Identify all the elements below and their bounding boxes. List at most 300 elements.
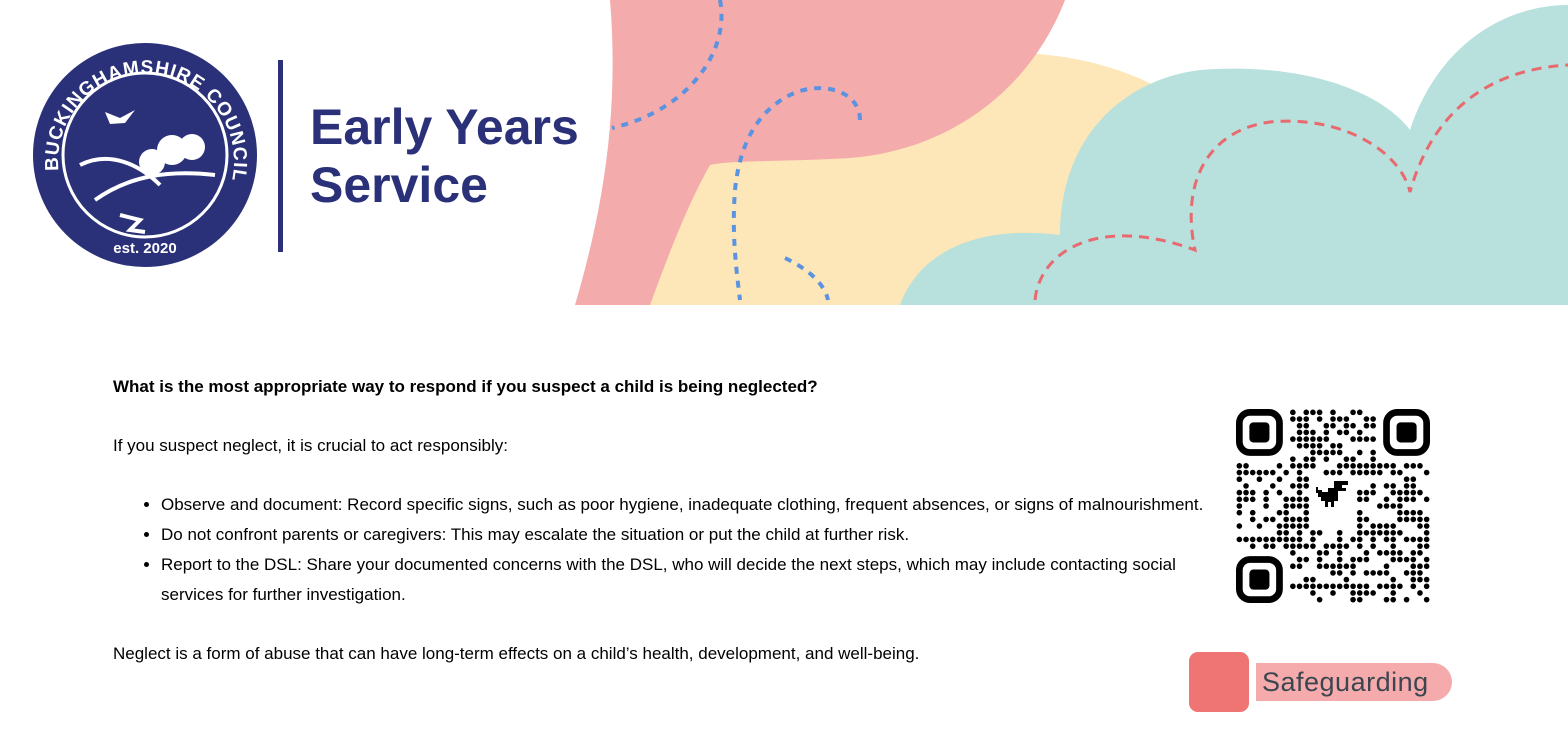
dinosaur-icon <box>1316 481 1348 507</box>
qr-dot <box>1310 590 1316 596</box>
qr-dot <box>1404 537 1410 543</box>
qr-dot <box>1317 416 1323 422</box>
qr-dot <box>1297 476 1303 482</box>
qr-dot <box>1310 583 1316 589</box>
qr-dot <box>1404 510 1410 516</box>
qr-dot <box>1370 490 1376 496</box>
qr-dot <box>1337 537 1343 543</box>
qr-dot <box>1310 543 1316 549</box>
qr-dot <box>1370 463 1376 469</box>
qr-dot <box>1263 503 1269 509</box>
qr-dot <box>1330 416 1336 422</box>
qr-dot <box>1384 537 1390 543</box>
qr-dot <box>1330 443 1336 449</box>
qr-dot <box>1410 497 1416 503</box>
qr-dot <box>1397 583 1403 589</box>
qr-dot <box>1384 550 1390 556</box>
qr-dot <box>1410 570 1416 576</box>
qr-dot <box>1377 570 1383 576</box>
qr-dot <box>1270 517 1276 523</box>
qr-dot <box>1237 476 1243 482</box>
qr-dot <box>1330 450 1336 456</box>
qr-dot <box>1424 470 1430 476</box>
qr-dot <box>1350 590 1356 596</box>
qr-dot <box>1397 517 1403 523</box>
qr-dot <box>1277 463 1283 469</box>
qr-dot <box>1243 483 1249 489</box>
qr-dot <box>1317 450 1323 456</box>
qr-dot <box>1417 523 1423 529</box>
badge-label: Safeguarding <box>1256 663 1452 701</box>
qr-dot <box>1390 503 1396 509</box>
qr-dot <box>1390 537 1396 543</box>
qr-dot <box>1303 436 1309 442</box>
qr-dot <box>1397 510 1403 516</box>
qr-dot <box>1410 490 1416 496</box>
qr-dot <box>1397 550 1403 556</box>
qr-finder-center <box>1249 570 1269 590</box>
qr-dot <box>1330 470 1336 476</box>
qr-dot <box>1410 563 1416 569</box>
qr-dot <box>1257 523 1263 529</box>
qr-dot <box>1290 563 1296 569</box>
qr-dot <box>1297 490 1303 496</box>
qr-dot <box>1357 517 1363 523</box>
qr-dot <box>1317 557 1323 563</box>
qr-dot <box>1350 423 1356 429</box>
badge-square <box>1189 652 1249 712</box>
qr-dot <box>1263 490 1269 496</box>
qr-dot <box>1290 517 1296 523</box>
qr-dot <box>1370 590 1376 596</box>
qr-dot <box>1303 430 1309 436</box>
qr-dot <box>1324 470 1330 476</box>
qr-dot <box>1357 410 1363 416</box>
qr-dot <box>1283 497 1289 503</box>
qr-dot <box>1384 530 1390 536</box>
list-item: • Do not confront parents or caregivers: This may escalate the situation or put the child at further risk. <box>161 520 1213 550</box>
qr-dot <box>1250 517 1256 523</box>
qr-dot <box>1364 436 1370 442</box>
qr-dot <box>1357 450 1363 456</box>
qr-dot <box>1417 463 1423 469</box>
qr-dot <box>1384 523 1390 529</box>
qr-dot <box>1303 483 1309 489</box>
qr-dot <box>1357 557 1363 563</box>
qr-dot <box>1417 537 1423 543</box>
qr-dot <box>1303 543 1309 549</box>
qr-dot <box>1337 450 1343 456</box>
qr-dot <box>1390 490 1396 496</box>
qr-dot <box>1337 570 1343 576</box>
qr-dot <box>1337 470 1343 476</box>
qr-dot <box>1390 583 1396 589</box>
document-body <box>113 372 1213 698</box>
qr-dot <box>1357 463 1363 469</box>
qr-dot <box>1384 483 1390 489</box>
qr-dot <box>1410 510 1416 516</box>
qr-dot <box>1283 503 1289 509</box>
qr-dot <box>1250 490 1256 496</box>
qr-dot <box>1324 543 1330 549</box>
qr-dot <box>1384 597 1390 603</box>
qr-dot <box>1357 530 1363 536</box>
bullet-list <box>113 490 1213 610</box>
qr-dot <box>1317 436 1323 442</box>
qr-dot <box>1364 550 1370 556</box>
qr-dot <box>1350 570 1356 576</box>
qr-dot <box>1357 583 1363 589</box>
qr-dot <box>1297 423 1303 429</box>
qr-dot <box>1324 456 1330 462</box>
qr-dot <box>1364 416 1370 422</box>
qr-dot <box>1390 523 1396 529</box>
qr-dot <box>1330 570 1336 576</box>
qr-dot <box>1297 530 1303 536</box>
qr-dot <box>1410 583 1416 589</box>
qr-dot <box>1310 537 1316 543</box>
qr-dot <box>1390 463 1396 469</box>
qr-dot <box>1310 463 1316 469</box>
qr-dot <box>1297 517 1303 523</box>
qr-dot <box>1337 416 1343 422</box>
qr-dot <box>1364 470 1370 476</box>
qr-dot <box>1364 590 1370 596</box>
qr-dot <box>1410 550 1416 556</box>
qr-dot <box>1237 463 1243 469</box>
header-banner <box>0 0 1568 305</box>
qr-dot <box>1290 550 1296 556</box>
council-logo <box>33 43 257 267</box>
qr-dot <box>1317 550 1323 556</box>
qr-dot <box>1350 557 1356 563</box>
qr-dot <box>1330 563 1336 569</box>
qr-dot <box>1290 543 1296 549</box>
qr-dot <box>1337 550 1343 556</box>
qr-dot <box>1303 497 1309 503</box>
qr-dot <box>1404 476 1410 482</box>
qr-dot <box>1370 450 1376 456</box>
qr-dot <box>1310 410 1316 416</box>
qr-dot <box>1297 583 1303 589</box>
qr-dot <box>1303 410 1309 416</box>
qr-dot <box>1344 423 1350 429</box>
qr-dot <box>1324 583 1330 589</box>
qr-dot <box>1324 450 1330 456</box>
qr-dot <box>1283 510 1289 516</box>
intro-text: If you suspect neglect, it is crucial to act responsibly: <box>113 436 508 455</box>
qr-dot <box>1263 517 1269 523</box>
qr-dot <box>1337 430 1343 436</box>
closing-text: Neglect is a form of abuse that can have long-term effects on a child’s health, development, and well-being. <box>113 644 920 663</box>
qr-dot <box>1297 497 1303 503</box>
qr-dot <box>1243 537 1249 543</box>
qr-dot <box>1404 497 1410 503</box>
qr-dot <box>1330 583 1336 589</box>
question-heading: What is the most appropriate way to respond if you suspect a child is being neglected? <box>113 377 818 396</box>
qr-dot <box>1324 436 1330 442</box>
qr-dot <box>1263 537 1269 543</box>
qr-dot <box>1297 503 1303 509</box>
qr-dot <box>1303 503 1309 509</box>
qr-dot <box>1297 470 1303 476</box>
qr-dot <box>1350 436 1356 442</box>
qr-dot <box>1364 423 1370 429</box>
qr-dot <box>1364 490 1370 496</box>
qr-dot <box>1370 570 1376 576</box>
qr-dot <box>1397 490 1403 496</box>
qr-dot <box>1310 436 1316 442</box>
qr-dot <box>1270 470 1276 476</box>
qr-dot <box>1384 497 1390 503</box>
qr-dot <box>1324 563 1330 569</box>
qr-dot <box>1270 543 1276 549</box>
qr-dot <box>1424 563 1430 569</box>
qr-dot <box>1250 470 1256 476</box>
qr-dot <box>1344 463 1350 469</box>
qr-dot <box>1370 543 1376 549</box>
qr-dot <box>1350 597 1356 603</box>
list-item: • Report to the DSL: Share your documented concerns with the DSL, who will decide the next steps, which may include contacting social services for further investigation. <box>161 550 1213 610</box>
qr-dot <box>1377 463 1383 469</box>
qr-dot <box>1270 483 1276 489</box>
qr-dot <box>1290 583 1296 589</box>
qr-dot <box>1337 557 1343 563</box>
qr-dot <box>1370 456 1376 462</box>
qr-dot <box>1330 410 1336 416</box>
qr-dot <box>1410 577 1416 583</box>
qr-dot <box>1297 543 1303 549</box>
qr-dot <box>1424 543 1430 549</box>
qr-dot <box>1417 517 1423 523</box>
qr-dot <box>1237 497 1243 503</box>
qr-dot <box>1344 430 1350 436</box>
qr-dot <box>1283 537 1289 543</box>
qr-dot <box>1424 523 1430 529</box>
qr-dot <box>1237 490 1243 496</box>
qr-dot <box>1257 476 1263 482</box>
qr-dot <box>1370 483 1376 489</box>
qr-dot <box>1357 430 1363 436</box>
qr-dot <box>1350 563 1356 569</box>
qr-dot <box>1350 470 1356 476</box>
qr-dot <box>1243 470 1249 476</box>
qr-dot <box>1270 537 1276 543</box>
qr-dot <box>1277 537 1283 543</box>
qr-dot <box>1390 590 1396 596</box>
qr-dot <box>1404 517 1410 523</box>
qr-dot <box>1370 423 1376 429</box>
qr-dot <box>1350 583 1356 589</box>
qr-dot <box>1424 537 1430 543</box>
qr-dot <box>1357 510 1363 516</box>
qr-dot <box>1237 510 1243 516</box>
qr-dot <box>1344 543 1350 549</box>
qr-finder-center <box>1249 422 1269 442</box>
qr-dot <box>1310 577 1316 583</box>
qr-dot <box>1317 563 1323 569</box>
qr-dot <box>1290 416 1296 422</box>
qr-dot <box>1277 490 1283 496</box>
qr-dot <box>1350 456 1356 462</box>
qr-dot <box>1364 463 1370 469</box>
qr-dot <box>1410 476 1416 482</box>
qr-dot <box>1417 490 1423 496</box>
qr-dot <box>1417 510 1423 516</box>
qr-dot <box>1404 490 1410 496</box>
qr-dot <box>1357 590 1363 596</box>
qr-code[interactable] <box>1236 409 1430 603</box>
qr-dot <box>1290 483 1296 489</box>
qr-dot <box>1263 470 1269 476</box>
qr-dot <box>1250 497 1256 503</box>
qr-dot <box>1370 416 1376 422</box>
qr-dot <box>1390 530 1396 536</box>
qr-dot <box>1303 456 1309 462</box>
qr-dot <box>1337 463 1343 469</box>
qr-dot <box>1410 517 1416 523</box>
qr-dot <box>1250 537 1256 543</box>
qr-dot <box>1404 570 1410 576</box>
qr-dot <box>1350 410 1356 416</box>
qr-dot <box>1237 470 1243 476</box>
logo-divider <box>278 60 283 252</box>
qr-dot <box>1390 557 1396 563</box>
qr-dot <box>1337 443 1343 449</box>
qr-dot <box>1337 583 1343 589</box>
qr-dot <box>1424 597 1430 603</box>
qr-dot <box>1384 563 1390 569</box>
qr-dot <box>1377 503 1383 509</box>
qr-dot <box>1397 503 1403 509</box>
service-title-line1: Early Years <box>310 99 579 155</box>
qr-dot <box>1330 543 1336 549</box>
qr-dot <box>1390 543 1396 549</box>
qr-dot <box>1277 510 1283 516</box>
qr-dot <box>1310 430 1316 436</box>
qr-dot <box>1370 537 1376 543</box>
qr-dot <box>1424 557 1430 563</box>
qr-dot <box>1290 410 1296 416</box>
qr-dot <box>1290 463 1296 469</box>
qr-dot <box>1417 590 1423 596</box>
qr-dot <box>1303 583 1309 589</box>
qr-dot <box>1364 497 1370 503</box>
qr-dot <box>1357 543 1363 549</box>
qr-dot <box>1417 550 1423 556</box>
qr-dot <box>1370 436 1376 442</box>
qr-dot <box>1397 557 1403 563</box>
qr-dot <box>1237 537 1243 543</box>
qr-dot <box>1250 543 1256 549</box>
qr-dot <box>1277 476 1283 482</box>
qr-dot <box>1390 597 1396 603</box>
qr-dot <box>1417 543 1423 549</box>
qr-dot <box>1277 530 1283 536</box>
qr-dot <box>1410 557 1416 563</box>
qr-dot <box>1324 430 1330 436</box>
qr-dot <box>1257 537 1263 543</box>
qr-dot <box>1344 563 1350 569</box>
qr-dot <box>1303 517 1309 523</box>
qr-dot <box>1364 557 1370 563</box>
qr-dot <box>1283 523 1289 529</box>
qr-dot <box>1404 463 1410 469</box>
qr-dot <box>1364 583 1370 589</box>
qr-dot <box>1324 550 1330 556</box>
qr-dot <box>1297 430 1303 436</box>
qr-dot <box>1357 436 1363 442</box>
qr-dot <box>1303 423 1309 429</box>
qr-dot <box>1404 483 1410 489</box>
qr-dot <box>1297 436 1303 442</box>
qr-dot <box>1324 423 1330 429</box>
qr-dot <box>1303 510 1309 516</box>
service-title <box>310 98 579 214</box>
qr-dot <box>1370 470 1376 476</box>
qr-dot <box>1290 456 1296 462</box>
qr-dot <box>1410 463 1416 469</box>
qr-dot <box>1390 483 1396 489</box>
qr-dot <box>1350 463 1356 469</box>
qr-dot <box>1303 416 1309 422</box>
qr-dot <box>1283 517 1289 523</box>
qr-dot <box>1310 443 1316 449</box>
qr-dot <box>1310 456 1316 462</box>
qr-dot <box>1337 563 1343 569</box>
qr-dot <box>1417 563 1423 569</box>
list-item: • Observe and document: Record specific signs, such as poor hygiene, inadequate clothing, frequent absences, or signs of malnourishment. <box>161 490 1213 520</box>
qr-dot <box>1303 443 1309 449</box>
qr-dot <box>1283 530 1289 536</box>
qr-dot <box>1417 577 1423 583</box>
qr-dot <box>1237 523 1243 529</box>
qr-dot <box>1344 583 1350 589</box>
qr-dot <box>1424 530 1430 536</box>
qr-dot <box>1370 523 1376 529</box>
qr-dot <box>1317 583 1323 589</box>
qr-dot <box>1303 523 1309 529</box>
qr-dot <box>1330 423 1336 429</box>
qr-dot <box>1397 470 1403 476</box>
qr-dot <box>1290 436 1296 442</box>
qr-dot <box>1297 523 1303 529</box>
qr-dot <box>1317 410 1323 416</box>
qr-dot <box>1357 497 1363 503</box>
qr-dot <box>1357 490 1363 496</box>
qr-dot <box>1390 577 1396 583</box>
qr-dot <box>1404 597 1410 603</box>
qr-dot <box>1424 577 1430 583</box>
qr-dot <box>1297 563 1303 569</box>
qr-dot <box>1317 597 1323 603</box>
qr-dot <box>1290 537 1296 543</box>
qr-dot <box>1250 510 1256 516</box>
qr-dot <box>1364 517 1370 523</box>
qr-dot <box>1377 550 1383 556</box>
qr-dot <box>1297 463 1303 469</box>
qr-dot <box>1290 497 1296 503</box>
qr-dot <box>1424 517 1430 523</box>
qr-dot <box>1297 443 1303 449</box>
qr-dot <box>1344 416 1350 422</box>
qr-dot <box>1237 503 1243 509</box>
qr-dot <box>1384 583 1390 589</box>
qr-dot <box>1283 470 1289 476</box>
qr-dot <box>1290 503 1296 509</box>
qr-dot <box>1243 490 1249 496</box>
qr-dot <box>1377 583 1383 589</box>
